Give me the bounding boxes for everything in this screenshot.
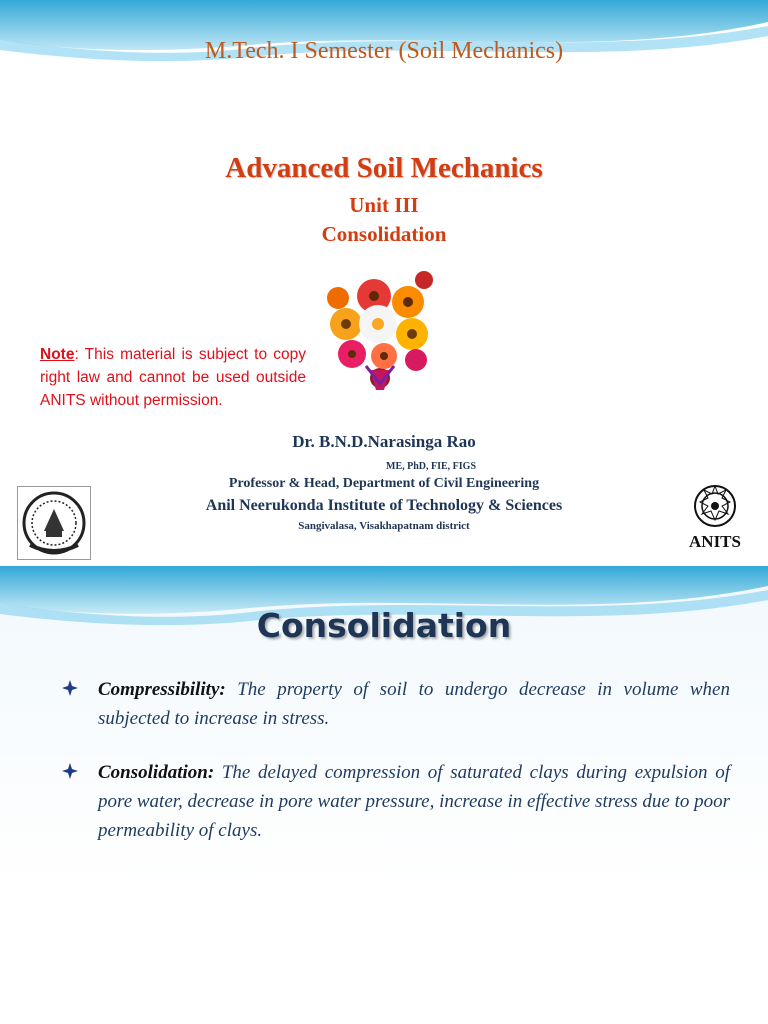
topic-label: Consolidation (321, 222, 447, 246)
institute-name: Anil Neerukonda Institute of Technology & Sciences (205, 497, 563, 514)
bullet-item (62, 758, 730, 845)
anits-logo-text: ANITS (689, 532, 741, 551)
diamond-bullet-icon (62, 680, 78, 696)
college-emblem-logo (17, 486, 91, 560)
author-designation: Professor & Head, Department of Civil Engineering (228, 476, 540, 491)
note-text: This material is subject to copy right law and cannot be used outside ANITS without permission. (40, 346, 306, 409)
unit-label: Unit III (349, 193, 419, 217)
slide-title: Consolidation (256, 606, 512, 645)
author-name: Dr. B.N.D.Narasinga Rao (292, 432, 476, 451)
bullet-definition: The property of soil to undergo decrease in volume when subjected to increase in stress. (98, 679, 730, 729)
anits-emblem-icon (680, 480, 750, 534)
content-slide (0, 566, 768, 1024)
institute-location: Sangivalasa, Visakhapatnam district (298, 520, 470, 532)
bullet-text (98, 675, 730, 733)
author-degrees: ME, PhD, FIE, FIGS (386, 461, 477, 472)
diamond-bullet-icon (62, 763, 78, 779)
bullet-text (98, 758, 730, 845)
slide-title: Advanced Soil Mechanics (225, 152, 543, 184)
flower-bouquet-image (324, 266, 436, 392)
bullet-item (62, 675, 730, 733)
bullet-term: Compressibility: (98, 679, 226, 700)
note-label: Note (40, 346, 75, 363)
anits-logo (680, 480, 750, 560)
bullet-definition: The delayed compression of saturated clays during expulsion of pore water, decrease in pore water pressure, increase in effective stress due to poor permeability of clays. (98, 762, 730, 841)
copyright-note: Note: This material is subject to copy right law and cannot be used outside ANITS without permission. (40, 346, 306, 409)
course-header: M.Tech. I Semester (Soil Mechanics) (204, 38, 564, 64)
bullet-term: Consolidation: (98, 762, 215, 783)
